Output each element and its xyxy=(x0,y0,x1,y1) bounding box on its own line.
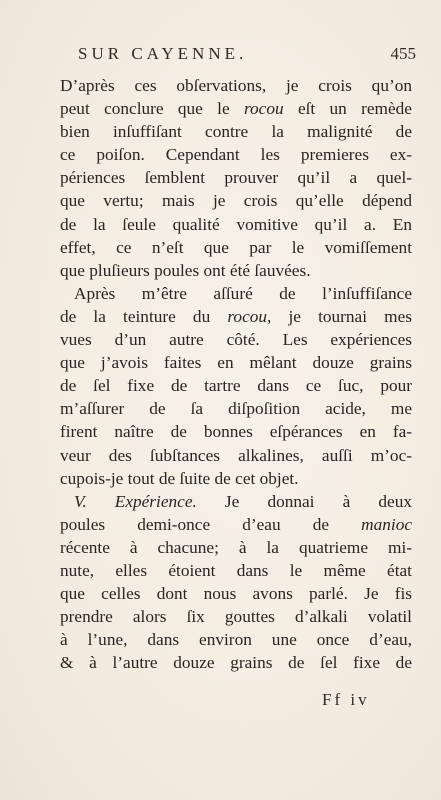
italic-text: manioc xyxy=(361,514,412,534)
line-text: cupois-je tout de ſuite de cet objet. xyxy=(60,468,299,488)
line-text: vues d’un autre côté. Les expériences xyxy=(60,330,412,350)
text-line xyxy=(60,444,412,467)
line-text: firent naître de bonnes eſpérances en fa- xyxy=(60,422,412,442)
text-line xyxy=(60,582,412,605)
text-line xyxy=(60,282,412,305)
line-text: m’aſſurer de ſa diſpoſition acide, me xyxy=(60,399,412,419)
line-text: nute, elles étoient dans le même état xyxy=(60,560,412,580)
line-text: ce poiſon. Cependant les premieres ex- xyxy=(60,145,412,165)
text-line xyxy=(60,305,412,328)
text-line xyxy=(60,74,412,97)
line-text: Je donnai à deux xyxy=(196,491,412,511)
italic-text: V. Expérience. xyxy=(74,491,197,511)
line-text: effet, ce n’eſt que par le vomiſſement xyxy=(60,237,412,257)
text-line xyxy=(60,189,412,212)
line-text: à l’une, dans environ une once d’eau, xyxy=(60,630,412,650)
line-text: veur des ſubſtances alkalines, auſſi m’oc- xyxy=(60,445,412,465)
text-line xyxy=(60,605,412,628)
line-text: que j’avois faites en mêlant douze grains xyxy=(60,353,412,373)
line-text: , je tournai mes xyxy=(267,306,412,326)
line-text: bien inſuffiſant contre la malignité de xyxy=(60,122,412,142)
italic-text: rocou xyxy=(227,306,268,326)
text-line xyxy=(60,420,412,443)
line-text: que vertu; mais je crois qu’elle dépend xyxy=(60,191,412,211)
line-text: peut conclure que le xyxy=(60,99,244,119)
text-line xyxy=(60,120,412,143)
line-text: de la teinture du xyxy=(60,306,228,326)
line-text: & à l’autre douze grains de ſel fixe de xyxy=(60,653,412,673)
text-line xyxy=(60,651,412,674)
line-text: poules demi-once d’eau de xyxy=(60,514,362,534)
text-line xyxy=(60,628,412,651)
line-text: prendre alors ſix gouttes d’alkali volatil xyxy=(60,607,412,627)
text-line xyxy=(60,97,412,120)
text-line xyxy=(60,213,412,236)
text-line xyxy=(60,374,412,397)
text-line xyxy=(60,351,412,374)
page-number: 455 xyxy=(390,44,416,63)
text-line xyxy=(60,536,412,559)
line-text: Après m’être aſſuré de l’inſuffiſance xyxy=(74,283,412,303)
text-line xyxy=(60,397,412,420)
line-text: récente à chacune; à la quatrieme mi- xyxy=(60,537,412,557)
running-title: SUR CAYENNE. xyxy=(78,44,248,63)
text-line xyxy=(60,490,412,513)
line-text: périences ſemblent prouver qu’il a quel- xyxy=(60,168,412,188)
text-line xyxy=(60,467,412,490)
line-text: que celles dont nous avons parlé. Je fis xyxy=(60,584,412,604)
line-text: de la ſeule qualité vomitive qu’il a. En xyxy=(60,214,412,234)
line-text: que pluſieurs poules ont été ſauvées. xyxy=(60,260,311,280)
italic-text: rocou xyxy=(243,99,284,119)
text-line xyxy=(60,513,412,536)
text-line xyxy=(60,328,412,351)
text-line xyxy=(60,143,412,166)
line-text: D’après ces obſervations, je crois qu’on xyxy=(60,76,412,95)
text-line xyxy=(60,259,412,282)
page-header xyxy=(60,44,420,70)
text-line xyxy=(60,559,412,582)
line-text: eſt un remède xyxy=(283,99,412,119)
line-text: de ſel fixe de tartre dans ce ſuc, pour xyxy=(60,376,412,396)
text-line xyxy=(60,166,412,189)
signature-mark: Ff iv xyxy=(322,690,370,709)
text-line xyxy=(60,236,412,259)
body-text xyxy=(60,74,412,674)
